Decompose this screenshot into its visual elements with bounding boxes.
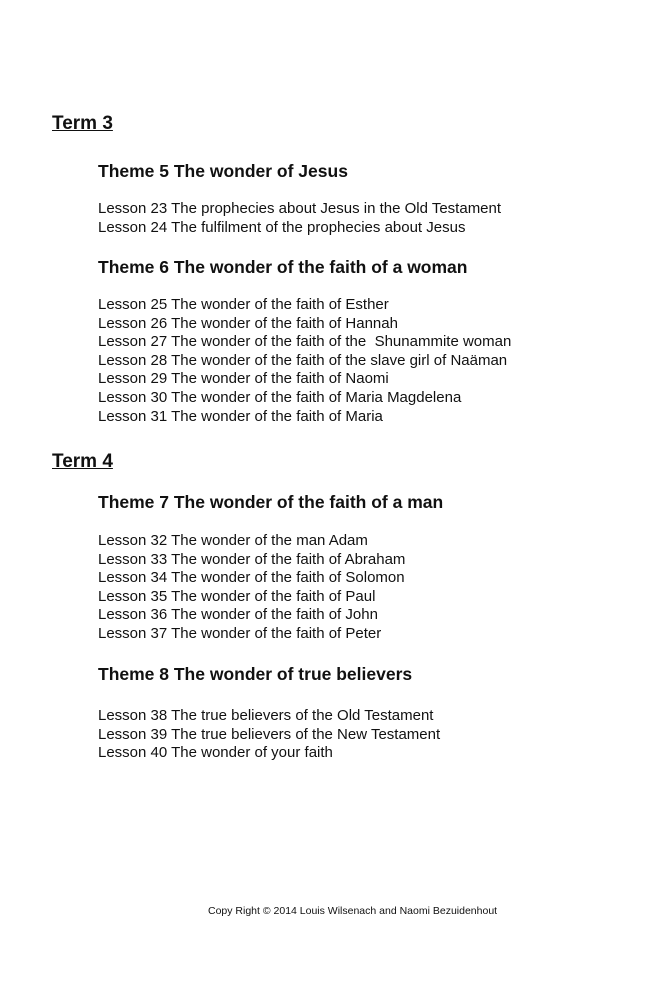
lesson-list [98, 707, 440, 763]
lesson-item: Lesson 31 The wonder of the faith of Maria [98, 407, 383, 425]
lesson-list [98, 532, 405, 644]
lesson-item: Lesson 32 The wonder of the man Adam [98, 532, 368, 549]
theme-heading: Theme 7 The wonder of the faith of a man [98, 492, 444, 512]
lesson-item: Lesson 24 The fulfilment of the prophecies about Jesus [98, 218, 466, 236]
lesson-item: Lesson 39 The true believers of the New Testament [98, 725, 441, 743]
lesson-item: Lesson 38 The true believers of the Old Testament [98, 707, 434, 724]
lesson-item: Lesson 25 The wonder of the faith of Esther [98, 296, 389, 313]
lesson-list [98, 200, 501, 237]
lesson-list [98, 296, 511, 426]
theme-heading: Theme 5 The wonder of Jesus [98, 161, 348, 181]
lesson-item: Lesson 28 The wonder of the faith of the slave girl of Naäman [98, 351, 508, 369]
lesson-item: Lesson 33 The wonder of the faith of Abraham [98, 550, 406, 568]
lesson-item: Lesson 34 The wonder of the faith of Solomon [98, 569, 405, 587]
lesson-item: Lesson 37 The wonder of the faith of Peter [98, 624, 382, 642]
lesson-item: Lesson 27 The wonder of the faith of the Shunammite woman [98, 333, 512, 351]
lesson-item: Lesson 30 The wonder of the faith of Maria Magdelena [98, 388, 462, 406]
term-heading: Term 4 [52, 451, 113, 472]
lesson-item: Lesson 36 The wonder of the faith of John [98, 606, 378, 624]
lesson-item: Lesson 35 The wonder of the faith of Paul [98, 587, 376, 605]
theme-heading: Theme 6 The wonder of the faith of a woman [98, 257, 468, 277]
lesson-item: Lesson 29 The wonder of the faith of Naomi [98, 370, 389, 388]
theme-heading: Theme 8 The wonder of true believers [98, 664, 413, 684]
lesson-item: Lesson 26 The wonder of the faith of Hannah [98, 314, 398, 332]
lesson-item: Lesson 40 The wonder of your faith [98, 744, 333, 762]
copyright-footer: Copy Right © 2014 Louis Wilsenach and Naomi Bezuidenhout [208, 905, 498, 917]
term-heading: Term 3 [52, 113, 113, 134]
lesson-item: Lesson 23 The prophecies about Jesus in the Old Testament [98, 200, 502, 217]
